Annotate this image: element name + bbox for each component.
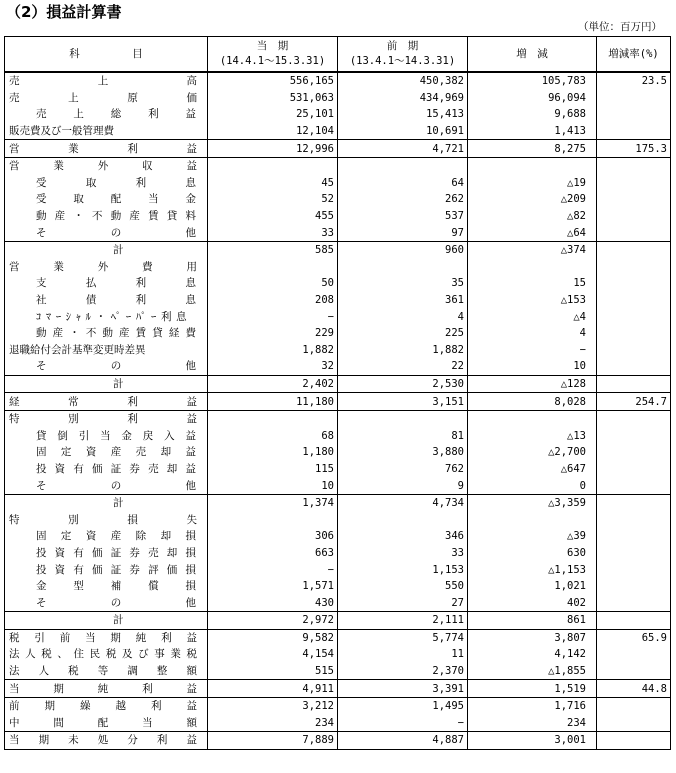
row-rate [597, 697, 671, 714]
row-label-cell [5, 292, 208, 309]
header-previous-period: (13.4.1〜14.3.31) [349, 55, 456, 67]
row-current: − [208, 561, 338, 578]
row-label: 計 [113, 244, 124, 257]
table-row [5, 528, 671, 545]
row-rate [597, 427, 671, 444]
row-rate [597, 715, 671, 732]
row-previous: 15,413 [338, 106, 468, 123]
row-label-cell [5, 561, 208, 578]
row-rate [597, 157, 671, 174]
row-label-cell [5, 477, 208, 494]
table-row [5, 612, 671, 630]
row-label-cell [5, 375, 208, 393]
row-label-cell [5, 72, 208, 90]
row-label-cell [5, 680, 208, 698]
row-rate [597, 224, 671, 241]
row-label-cell [5, 140, 208, 158]
table-row [5, 275, 671, 292]
row-rate [597, 461, 671, 478]
table-row [5, 157, 671, 174]
row-previous: 27 [338, 594, 468, 611]
row-previous: 225 [338, 325, 468, 342]
row-label: 特別損失 [9, 513, 197, 526]
row-label: 計 [113, 497, 124, 510]
row-rate [597, 175, 671, 192]
row-change: △374 [468, 241, 597, 258]
row-current: 229 [208, 325, 338, 342]
row-previous: 2,111 [338, 612, 468, 630]
row-label: 販売費及び一般管理費 [9, 125, 114, 138]
row-rate [597, 528, 671, 545]
row-label-cell [5, 545, 208, 562]
row-current: 208 [208, 292, 338, 309]
row-label: 金型補償損 [36, 580, 196, 593]
row-change: △1,855 [468, 663, 597, 680]
row-rate [597, 477, 671, 494]
row-current: 33 [208, 224, 338, 241]
row-label-cell [5, 191, 208, 208]
row-current: 430 [208, 594, 338, 611]
row-label: その他 [36, 360, 196, 373]
row-change: 3,807 [468, 629, 597, 646]
row-current: 663 [208, 545, 338, 562]
row-current [208, 259, 338, 276]
header-previous [338, 37, 468, 73]
row-current [208, 157, 338, 174]
row-rate [597, 732, 671, 750]
row-label-cell [5, 612, 208, 630]
table-row [5, 208, 671, 225]
table-row [5, 308, 671, 325]
row-rate [597, 275, 671, 292]
row-label-cell [5, 629, 208, 646]
table-row [5, 578, 671, 595]
table-row [5, 292, 671, 309]
row-change: △209 [468, 191, 597, 208]
header-previous-label: 前 期 [386, 40, 419, 52]
row-label: 投資有価証券売却損 [36, 546, 196, 559]
row-rate [597, 612, 671, 630]
row-change: △19 [468, 175, 597, 192]
row-previous: 537 [338, 208, 468, 225]
row-rate [597, 308, 671, 325]
row-current: 556,165 [208, 72, 338, 90]
row-change: 10 [468, 358, 597, 375]
row-label: 社債利息 [36, 294, 196, 307]
row-current: 1,374 [208, 494, 338, 511]
table-row [5, 224, 671, 241]
table-row [5, 175, 671, 192]
row-current: 515 [208, 663, 338, 680]
row-current: 68 [208, 427, 338, 444]
row-label-cell [5, 157, 208, 174]
row-label-cell [5, 444, 208, 461]
row-current: 9,582 [208, 629, 338, 646]
row-current: 1,180 [208, 444, 338, 461]
row-label-cell [5, 241, 208, 258]
row-current: 1,571 [208, 578, 338, 595]
row-previous: 2,530 [338, 375, 468, 393]
row-current [208, 511, 338, 528]
row-change: 8,028 [468, 393, 597, 411]
row-previous: 4,734 [338, 494, 468, 511]
row-label: その他 [36, 596, 196, 609]
row-current: 50 [208, 275, 338, 292]
row-label: 中間配当額 [9, 716, 197, 729]
row-label-cell [5, 259, 208, 276]
row-previous: 64 [338, 175, 468, 192]
row-change: △1,153 [468, 561, 597, 578]
row-label-cell [5, 275, 208, 292]
row-current: 4,154 [208, 646, 338, 663]
table-row [5, 375, 671, 393]
row-change: − [468, 342, 597, 359]
row-rate [597, 444, 671, 461]
row-previous: 262 [338, 191, 468, 208]
row-previous: 11 [338, 646, 468, 663]
row-rate [597, 594, 671, 611]
row-label: 貸倒引当金戻入益 [36, 429, 196, 442]
row-rate [597, 375, 671, 393]
row-rate: 44.8 [597, 680, 671, 698]
row-rate [597, 663, 671, 680]
row-current: 1,882 [208, 342, 338, 359]
table-row [5, 358, 671, 375]
row-rate [597, 208, 671, 225]
row-change: 96,094 [468, 90, 597, 107]
row-current: 32 [208, 358, 338, 375]
table-row [5, 90, 671, 107]
row-change: △3,359 [468, 494, 597, 511]
row-label-cell [5, 461, 208, 478]
row-label-cell [5, 358, 208, 375]
row-previous: 1,495 [338, 697, 468, 714]
row-label-cell [5, 427, 208, 444]
table-row [5, 545, 671, 562]
table-row [5, 106, 671, 123]
row-label: 当期純利益 [9, 682, 197, 695]
row-current: 306 [208, 528, 338, 545]
row-change: △2,700 [468, 444, 597, 461]
row-label: 受取配当金 [36, 193, 196, 206]
row-change: 4 [468, 325, 597, 342]
row-change: 0 [468, 477, 597, 494]
row-previous: 361 [338, 292, 468, 309]
row-label-cell [5, 511, 208, 528]
row-change: 8,275 [468, 140, 597, 158]
row-label-cell [5, 410, 208, 427]
row-label-cell [5, 646, 208, 663]
row-change [468, 511, 597, 528]
row-label: 計 [113, 614, 124, 627]
row-label-cell [5, 325, 208, 342]
row-previous: 22 [338, 358, 468, 375]
row-change: 105,783 [468, 72, 597, 90]
table-row [5, 715, 671, 732]
row-change: 9,688 [468, 106, 597, 123]
table-row [5, 646, 671, 663]
row-current: 531,063 [208, 90, 338, 107]
row-current: 115 [208, 461, 338, 478]
row-label: 固定資産除却損 [36, 530, 196, 543]
row-rate [597, 646, 671, 663]
table-row [5, 191, 671, 208]
table-row [5, 259, 671, 276]
table-row [5, 241, 671, 258]
row-label-cell [5, 106, 208, 123]
row-previous: 81 [338, 427, 468, 444]
row-change: △39 [468, 528, 597, 545]
row-current: 2,402 [208, 375, 338, 393]
header-row [5, 37, 671, 73]
row-label-cell [5, 528, 208, 545]
row-previous [338, 410, 468, 427]
table-row [5, 697, 671, 714]
row-label: 動産・不動産賃貸経費 [36, 327, 196, 340]
row-rate [597, 292, 671, 309]
row-label-cell [5, 494, 208, 511]
row-previous: 97 [338, 224, 468, 241]
row-label-cell [5, 342, 208, 359]
row-previous: 346 [338, 528, 468, 545]
row-label: その他 [36, 226, 196, 239]
row-current: − [208, 308, 338, 325]
row-label-cell [5, 208, 208, 225]
row-rate [597, 545, 671, 562]
row-label-cell [5, 594, 208, 611]
row-rate: 175.3 [597, 140, 671, 158]
row-label: 売上高 [9, 75, 197, 88]
table-row [5, 594, 671, 611]
row-rate [597, 578, 671, 595]
row-rate [597, 494, 671, 511]
row-current: 11,180 [208, 393, 338, 411]
header-change: 増 減 [468, 37, 597, 73]
row-label-cell [5, 578, 208, 595]
row-change: 1,519 [468, 680, 597, 698]
row-current: 45 [208, 175, 338, 192]
table-row [5, 511, 671, 528]
row-rate [597, 358, 671, 375]
row-label-cell [5, 715, 208, 732]
row-rate: 254.7 [597, 393, 671, 411]
table-row [5, 123, 671, 140]
row-label: 固定資産売却益 [36, 446, 196, 459]
row-current: 25,101 [208, 106, 338, 123]
table-row [5, 561, 671, 578]
row-label: 動産・不動産賃貸料 [36, 210, 196, 223]
row-previous: 2,370 [338, 663, 468, 680]
row-rate [597, 123, 671, 140]
row-previous: 4,887 [338, 732, 468, 750]
row-rate [597, 342, 671, 359]
income-statement-table [4, 36, 671, 750]
row-previous: 762 [338, 461, 468, 478]
row-label: 投資有価証券評価損 [36, 563, 196, 576]
row-current: 3,212 [208, 697, 338, 714]
row-previous: 1,882 [338, 342, 468, 359]
table-row [5, 477, 671, 494]
row-current: 4,911 [208, 680, 338, 698]
table-row [5, 427, 671, 444]
page-title: （2）損益計算書 [6, 3, 122, 21]
row-current: 234 [208, 715, 338, 732]
row-rate [597, 561, 671, 578]
row-current: 12,104 [208, 123, 338, 140]
row-previous: 434,969 [338, 90, 468, 107]
row-current: 455 [208, 208, 338, 225]
row-previous [338, 259, 468, 276]
table-row [5, 393, 671, 411]
row-label: 法人税等調整額 [9, 665, 197, 678]
table-body [5, 72, 671, 749]
row-previous: 1,153 [338, 561, 468, 578]
row-current: 52 [208, 191, 338, 208]
row-rate [597, 191, 671, 208]
row-label: 前期繰越利益 [9, 700, 197, 713]
row-current: 12,996 [208, 140, 338, 158]
header-current-label: 当 期 [256, 40, 289, 52]
row-rate: 65.9 [597, 629, 671, 646]
row-rate [597, 241, 671, 258]
row-current: 2,972 [208, 612, 338, 630]
row-label: 税引前当期純利益 [9, 631, 197, 644]
row-label: 経常利益 [9, 395, 197, 408]
header-current-period: (14.4.1〜15.3.31) [219, 55, 326, 67]
row-label-cell [5, 663, 208, 680]
row-label-cell [5, 175, 208, 192]
row-change: 402 [468, 594, 597, 611]
row-current [208, 410, 338, 427]
row-rate [597, 410, 671, 427]
row-change: △153 [468, 292, 597, 309]
row-label-cell [5, 697, 208, 714]
row-change: 15 [468, 275, 597, 292]
table-row [5, 629, 671, 646]
table-row [5, 72, 671, 90]
row-change: 1,021 [468, 578, 597, 595]
row-previous: 33 [338, 545, 468, 562]
row-label: 営業外費用 [9, 260, 197, 273]
table-row [5, 663, 671, 680]
row-label: 計 [113, 377, 124, 390]
row-current: 10 [208, 477, 338, 494]
table-row [5, 325, 671, 342]
row-previous [338, 157, 468, 174]
row-rate [597, 325, 671, 342]
row-label-cell [5, 90, 208, 107]
row-previous: 3,880 [338, 444, 468, 461]
row-previous: 4,721 [338, 140, 468, 158]
unit-note: （単位：百万円） [578, 21, 662, 33]
table-row [5, 461, 671, 478]
row-previous: 960 [338, 241, 468, 258]
row-change: 1,413 [468, 123, 597, 140]
row-label: 受取利息 [36, 176, 196, 189]
row-label-cell [5, 732, 208, 750]
table-row [5, 140, 671, 158]
header-subject: 科 目 [5, 37, 208, 73]
header-rate: 増減率(%) [597, 37, 671, 73]
row-change [468, 410, 597, 427]
row-label: 退職給付会計基準変更時差異 [9, 343, 146, 356]
row-previous: 550 [338, 578, 468, 595]
row-previous: 4 [338, 308, 468, 325]
row-label: 営業外収益 [9, 160, 197, 173]
row-previous: 3,391 [338, 680, 468, 698]
row-previous: 10,691 [338, 123, 468, 140]
row-label: 売上総利益 [36, 108, 196, 121]
row-rate: 23.5 [597, 72, 671, 90]
row-label: 法人税、住民税及び事業税 [9, 648, 197, 661]
row-change: 3,001 [468, 732, 597, 750]
row-label: 売上原価 [9, 91, 197, 104]
row-change: △4 [468, 308, 597, 325]
row-rate [597, 511, 671, 528]
row-label: 営業利益 [9, 142, 197, 155]
row-label-cell [5, 224, 208, 241]
row-rate [597, 106, 671, 123]
row-label-cell [5, 123, 208, 140]
row-label-cell [5, 393, 208, 411]
row-change: △64 [468, 224, 597, 241]
row-rate [597, 90, 671, 107]
row-change: 1,716 [468, 697, 597, 714]
row-previous: − [338, 715, 468, 732]
table-row [5, 444, 671, 461]
table-row [5, 410, 671, 427]
table-row [5, 732, 671, 750]
row-previous: 9 [338, 477, 468, 494]
row-label: 投資有価証券売却益 [36, 462, 196, 475]
row-change: 630 [468, 545, 597, 562]
row-label: ｺﾏｰｼｬﾙ・ﾍﾟｰﾊﾟｰ利息 [36, 310, 192, 323]
row-label-cell [5, 308, 208, 325]
row-change [468, 259, 597, 276]
table-row [5, 680, 671, 698]
row-change: △128 [468, 375, 597, 393]
row-current: 7,889 [208, 732, 338, 750]
row-previous: 3,151 [338, 393, 468, 411]
header-current [208, 37, 338, 73]
row-change: 4,142 [468, 646, 597, 663]
row-change: △647 [468, 461, 597, 478]
row-change: 861 [468, 612, 597, 630]
row-change [468, 157, 597, 174]
row-previous: 450,382 [338, 72, 468, 90]
row-label: 特別利益 [9, 413, 197, 426]
row-label: 支払利息 [36, 277, 196, 290]
table-row [5, 342, 671, 359]
row-change: △82 [468, 208, 597, 225]
row-rate [597, 259, 671, 276]
row-label: その他 [36, 479, 196, 492]
row-previous [338, 511, 468, 528]
row-label: 当期未処分利益 [9, 734, 197, 747]
row-change: △13 [468, 427, 597, 444]
row-previous: 35 [338, 275, 468, 292]
row-previous: 5,774 [338, 629, 468, 646]
row-change: 234 [468, 715, 597, 732]
row-current: 585 [208, 241, 338, 258]
table-row [5, 494, 671, 511]
